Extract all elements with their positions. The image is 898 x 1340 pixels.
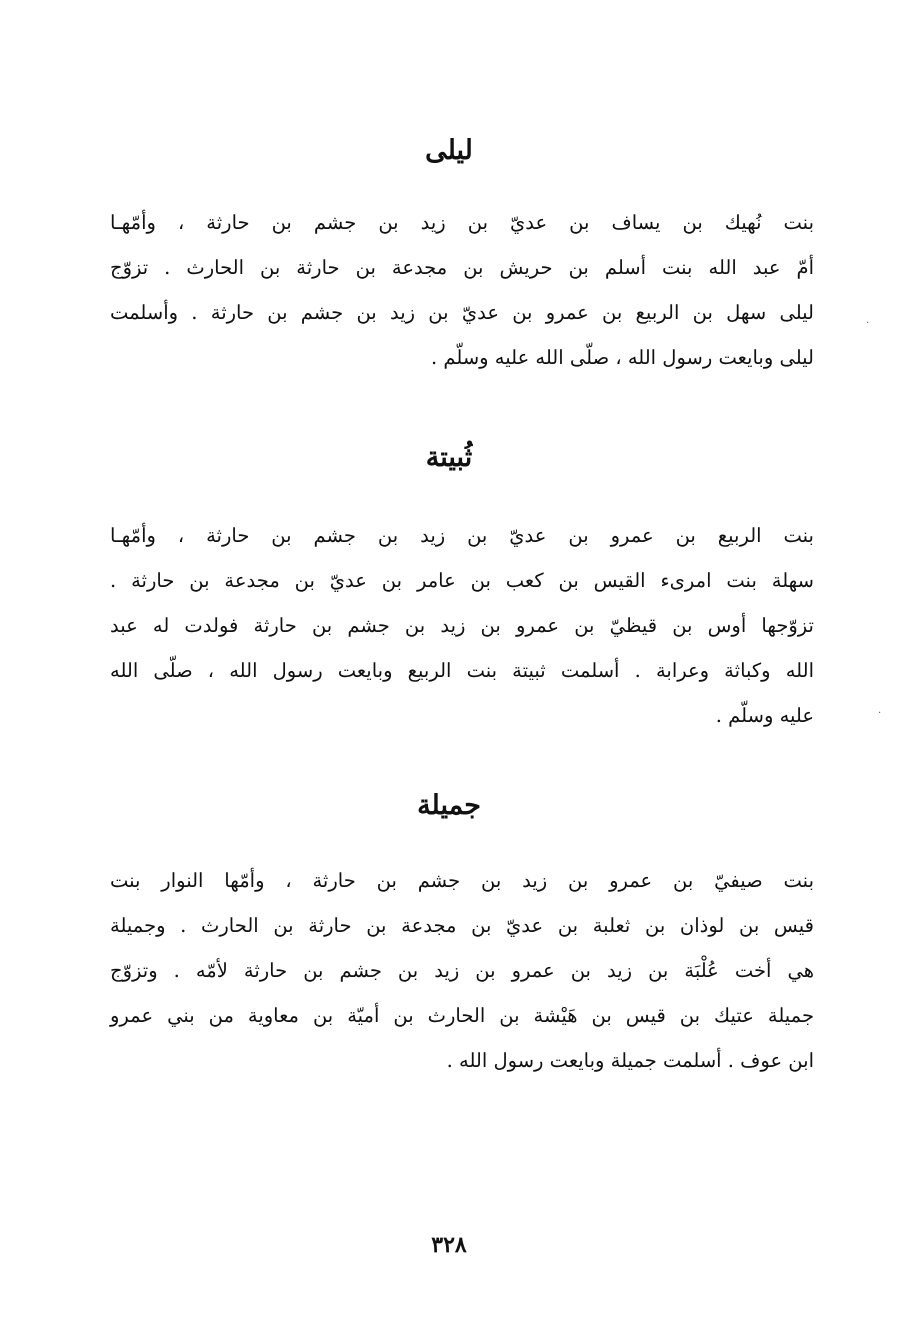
body-line: جميلة عتيك بن قيس بن هَيْشة بن الحارث بن أميّة بن معاوية من بني عمرو — [110, 1004, 814, 1027]
page-number: ٣٢٨ — [431, 1232, 467, 1258]
body-line: ليلى وبايعت رسول الله ، صلّى الله عليه وسلّم . — [430, 346, 814, 369]
stray-mark: · — [878, 708, 882, 719]
body-line: هي أخت عُلْبَة بن زيد بن عمرو بن زيد بن جشم بن حارثة لأمّه . وتزوّج — [110, 959, 814, 982]
body-line: بنت نُهيك بن يساف بن عديّ بن زيد بن جشم بن حارثة ، وأمّهـا — [110, 211, 814, 234]
body-line: عليه وسلّم . — [715, 704, 814, 727]
body-line: قيس بن لوذان بن ثعلبة بن عديّ بن مجدعة بن حارثة بن الحارث . وجميلة — [110, 914, 814, 937]
section-title-thubayta: ثُبيتة — [425, 442, 473, 473]
body-line: بنت صيفيّ بن عمرو بن زيد بن جشم بن حارثة ، وأمّها النوار بنت — [110, 869, 814, 892]
section-body-thubayta — [110, 513, 814, 738]
body-line: ليلى سهل بن الربيع بن عمرو بن عديّ بن زيد بن جشم بن حارثة . وأسلمت — [110, 301, 814, 324]
section-body-layla — [110, 200, 814, 380]
body-line: بنت الربيع بن عمرو بن عديّ بن زيد بن جشم بن حارثة ، وأمّهـا — [110, 524, 814, 547]
body-line: ابن عوف . أسلمت جميلة وبايعت رسول الله . — [446, 1049, 814, 1072]
body-line: تزوّجها أوس بن قيظيّ بن عمرو بن زيد بن جشم بن حارثة فولدت له عبد — [110, 614, 814, 637]
section-body-jamila — [110, 858, 814, 1083]
section-title-layla: ليلى — [425, 135, 473, 166]
section-title-jamila: جميلة — [417, 790, 481, 821]
stray-mark: · — [866, 318, 870, 329]
body-line: أمّ عبد الله بنت أسلم بن حريش بن مجدعة بن حارثة بن الحارث . تزوّج — [110, 256, 814, 279]
body-line: الله وكباثة وعرابة . أسلمت ثبيتة بنت الربيع وبايعت رسول الله ، صلّى الله — [110, 659, 814, 682]
body-line: سهلة بنت امرىء القيس بن كعب بن عامر بن عديّ بن مجدعة بن حارثة . — [110, 569, 814, 592]
